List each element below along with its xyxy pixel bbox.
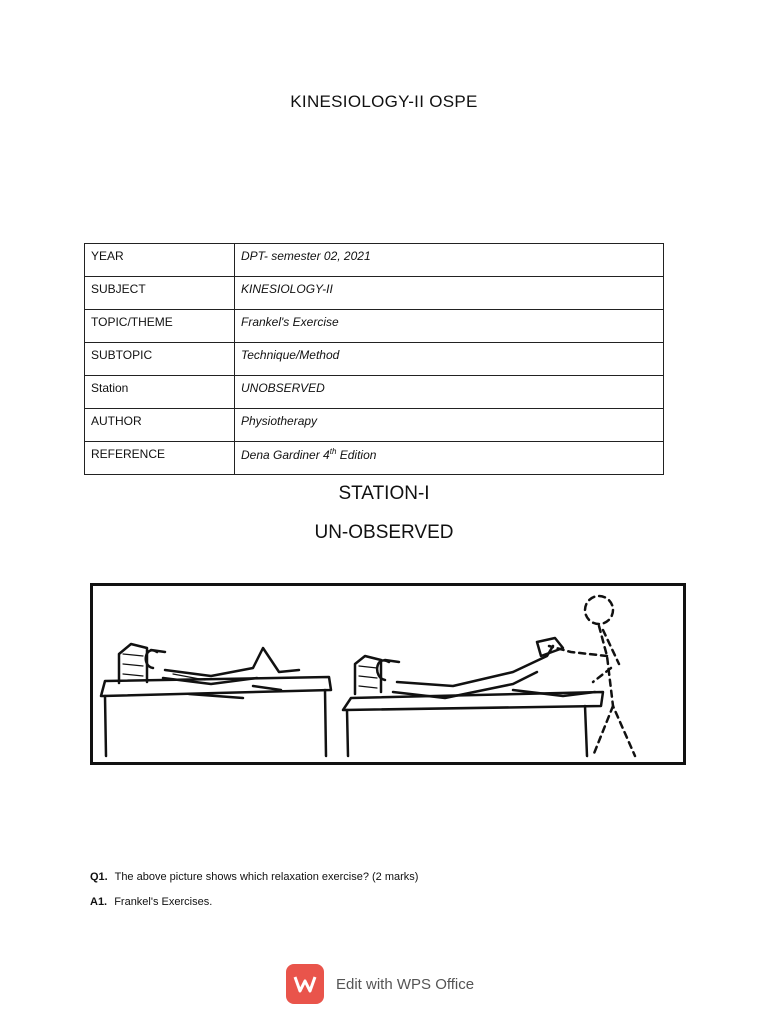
exercise-illustration bbox=[90, 583, 686, 765]
row-value: UNOBSERVED bbox=[235, 376, 664, 409]
wps-logo-icon bbox=[286, 964, 324, 1004]
station-subheading: UN-OBSERVED bbox=[314, 522, 454, 543]
question-text: The above picture shows which relaxation exercise? (2 marks) bbox=[114, 871, 419, 883]
table-row bbox=[85, 376, 664, 409]
row-key: YEAR bbox=[85, 244, 235, 277]
table-row bbox=[85, 442, 664, 475]
table-row bbox=[85, 343, 664, 376]
table-row bbox=[85, 277, 664, 310]
table-row bbox=[85, 244, 664, 277]
table-row bbox=[85, 310, 664, 343]
table-row bbox=[85, 409, 664, 442]
row-key: SUBJECT bbox=[85, 277, 235, 310]
row-key: TOPIC/THEME bbox=[85, 310, 235, 343]
info-table bbox=[84, 243, 664, 475]
answer bbox=[90, 896, 212, 908]
row-value: Physiotherapy bbox=[235, 409, 664, 442]
row-key: Station bbox=[85, 376, 235, 409]
wps-edit-text: Edit with WPS Office bbox=[336, 975, 475, 993]
reference-suffix: Edition bbox=[336, 448, 377, 462]
row-value: Technique/Method bbox=[235, 343, 664, 376]
reference-text: Dena Gardiner 4 bbox=[241, 448, 330, 462]
illustration-drawing bbox=[93, 586, 683, 762]
page-title: KINESIOLOGY-II OSPE bbox=[290, 92, 478, 111]
row-key: SUBTOPIC bbox=[85, 343, 235, 376]
wps-edit-link[interactable] bbox=[286, 964, 474, 1004]
row-value: DPT- semester 02, 2021 bbox=[235, 244, 664, 277]
row-value: KINESIOLOGY-II bbox=[235, 277, 664, 310]
row-key: REFERENCE bbox=[85, 442, 235, 475]
row-key: AUTHOR bbox=[85, 409, 235, 442]
reference-sup: th bbox=[329, 447, 337, 456]
answer-text: Frankel's Exercises. bbox=[114, 896, 213, 908]
answer-label: A1. bbox=[90, 896, 108, 908]
question-label: Q1. bbox=[90, 871, 108, 883]
station-heading: STATION-I bbox=[338, 483, 430, 504]
question bbox=[90, 871, 418, 883]
row-value: Frankel's Exercise bbox=[235, 310, 664, 343]
row-value bbox=[235, 442, 664, 475]
